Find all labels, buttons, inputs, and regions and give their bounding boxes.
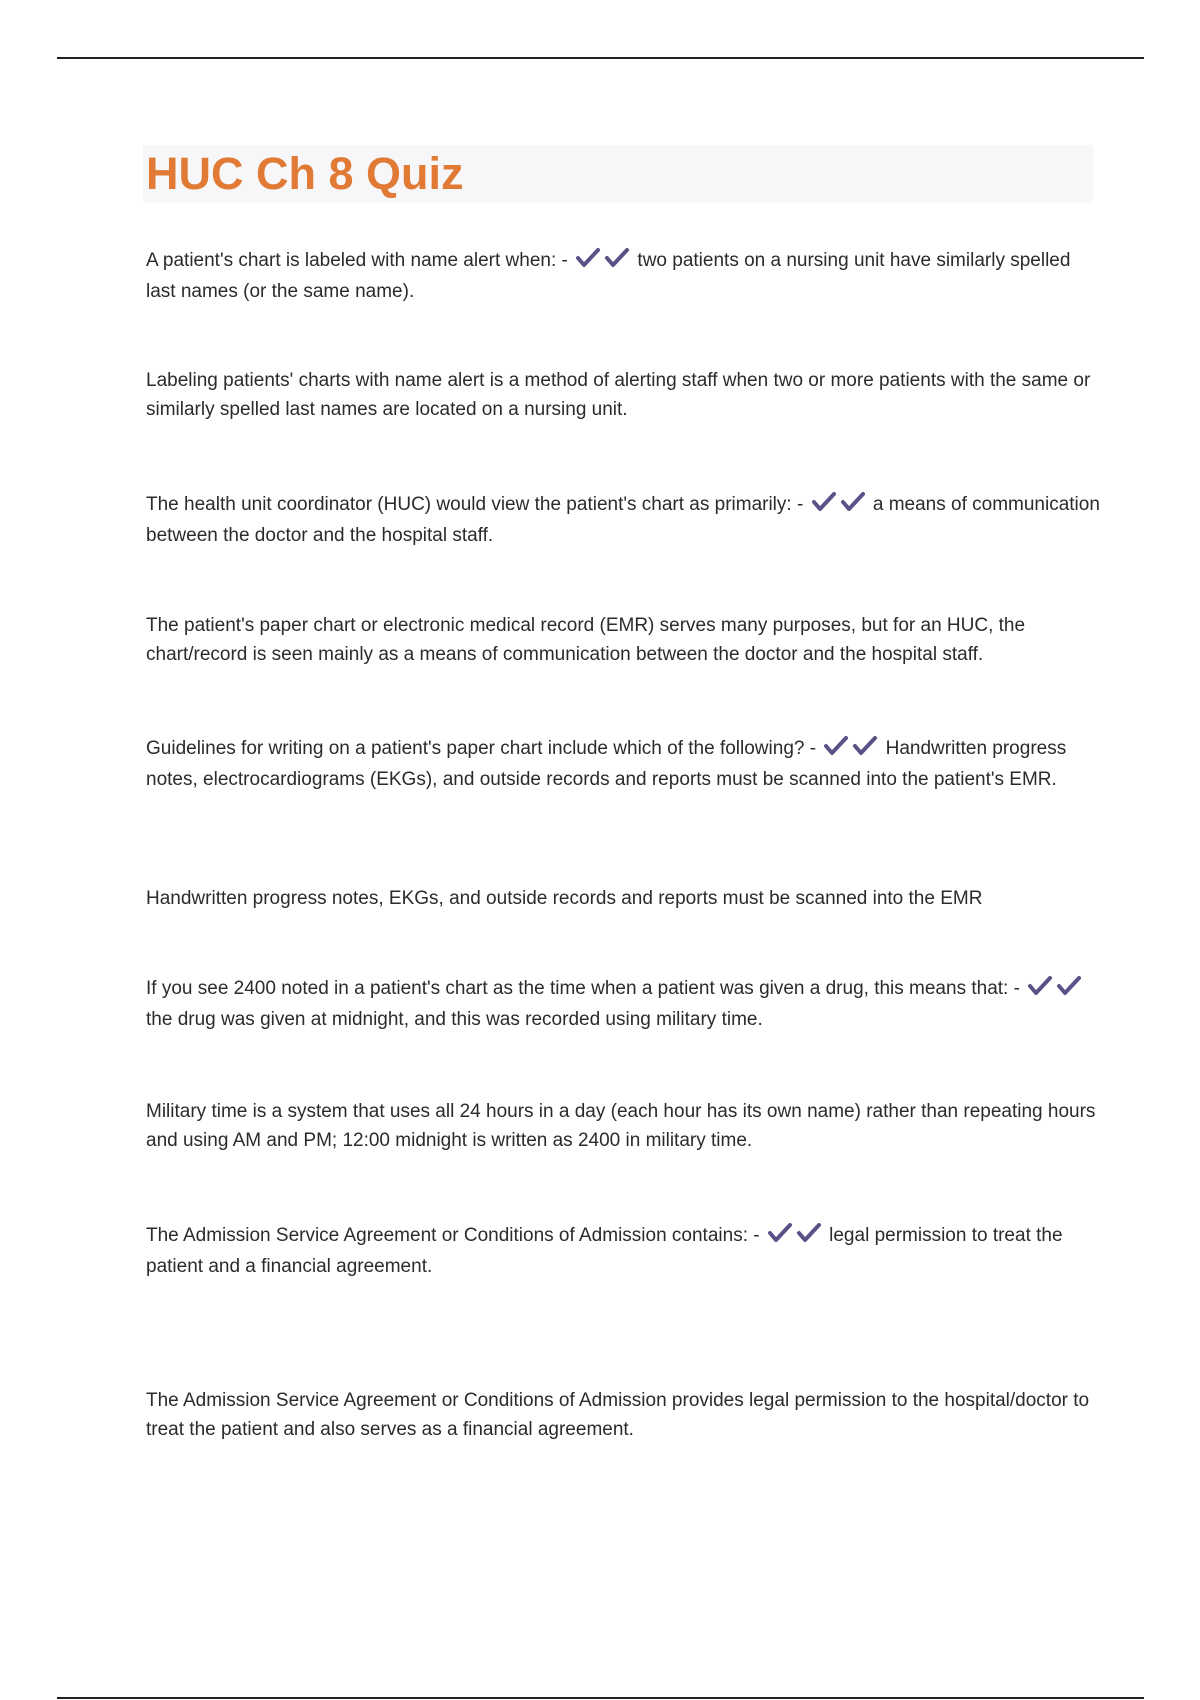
double-check-icon (812, 492, 866, 521)
question-text: A patient's chart is labeled with name alert when: - (146, 250, 568, 271)
explanation-3: Handwritten progress notes, EKGs, and outside records and reports must be scanned into the EMR (146, 888, 983, 909)
question-text: The Admission Service Agreement or Conditions of Admission contains: - (146, 1225, 760, 1246)
qa-item-1 (146, 246, 1101, 306)
top-divider (57, 57, 1144, 59)
qa-item-3 (146, 734, 1101, 794)
qa-item-5 (146, 1221, 1101, 1281)
bottom-divider (57, 1697, 1144, 1699)
answer-text: a means of communication between the doctor and the hospital staff. (146, 494, 1100, 546)
double-check-icon (1028, 976, 1082, 1005)
double-check-icon (768, 1223, 822, 1252)
question-text: Guidelines for writing on a patient's paper chart include which of the following? - (146, 738, 817, 759)
explanation-1: Labeling patients' charts with name alert is a method of alerting staff when two or more patients with the same or similarly spelled last names are located on a nursing unit. (146, 370, 1091, 420)
double-check-icon (576, 248, 630, 277)
answer-text: two patients on a nursing unit have similarly spelled last names (or the same name). (146, 250, 1071, 302)
question-text: If you see 2400 noted in a patient's chart as the time when a patient was given a drug, this means that: - (146, 978, 1020, 999)
double-check-icon (824, 736, 878, 765)
document-title: HUC Ch 8 Quiz (146, 148, 464, 199)
question-text: The health unit coordinator (HUC) would view the patient's chart as primarily: - (146, 494, 804, 515)
qa-item-4 (146, 974, 1101, 1034)
answer-text: Handwritten progress notes, electrocardiograms (EKGs), and outside records and reports must be scanned into the patient's EMR. (146, 738, 1067, 790)
qa-item-2 (146, 490, 1101, 550)
explanation-5: The Admission Service Agreement or Conditions of Admission provides legal permission to the hospital/doctor to treat the patient and also serves as a financial agreement. (146, 1390, 1090, 1440)
explanation-2: The patient's paper chart or electronic medical record (EMR) serves many purposes, but for an HUC, the chart/record is seen mainly as a means of communication between the doctor and the hospital staff. (146, 615, 1026, 665)
answer-text: the drug was given at midnight, and this was recorded using military time. (146, 1009, 763, 1030)
explanation-4: Military time is a system that uses all 24 hours in a day (each hour has its own name) rather than repeating hours and using AM and PM; 12:00 midnight is written as 2400 in military time. (146, 1101, 1096, 1151)
answer-text: legal permission to treat the patient and a financial agreement. (146, 1225, 1063, 1277)
